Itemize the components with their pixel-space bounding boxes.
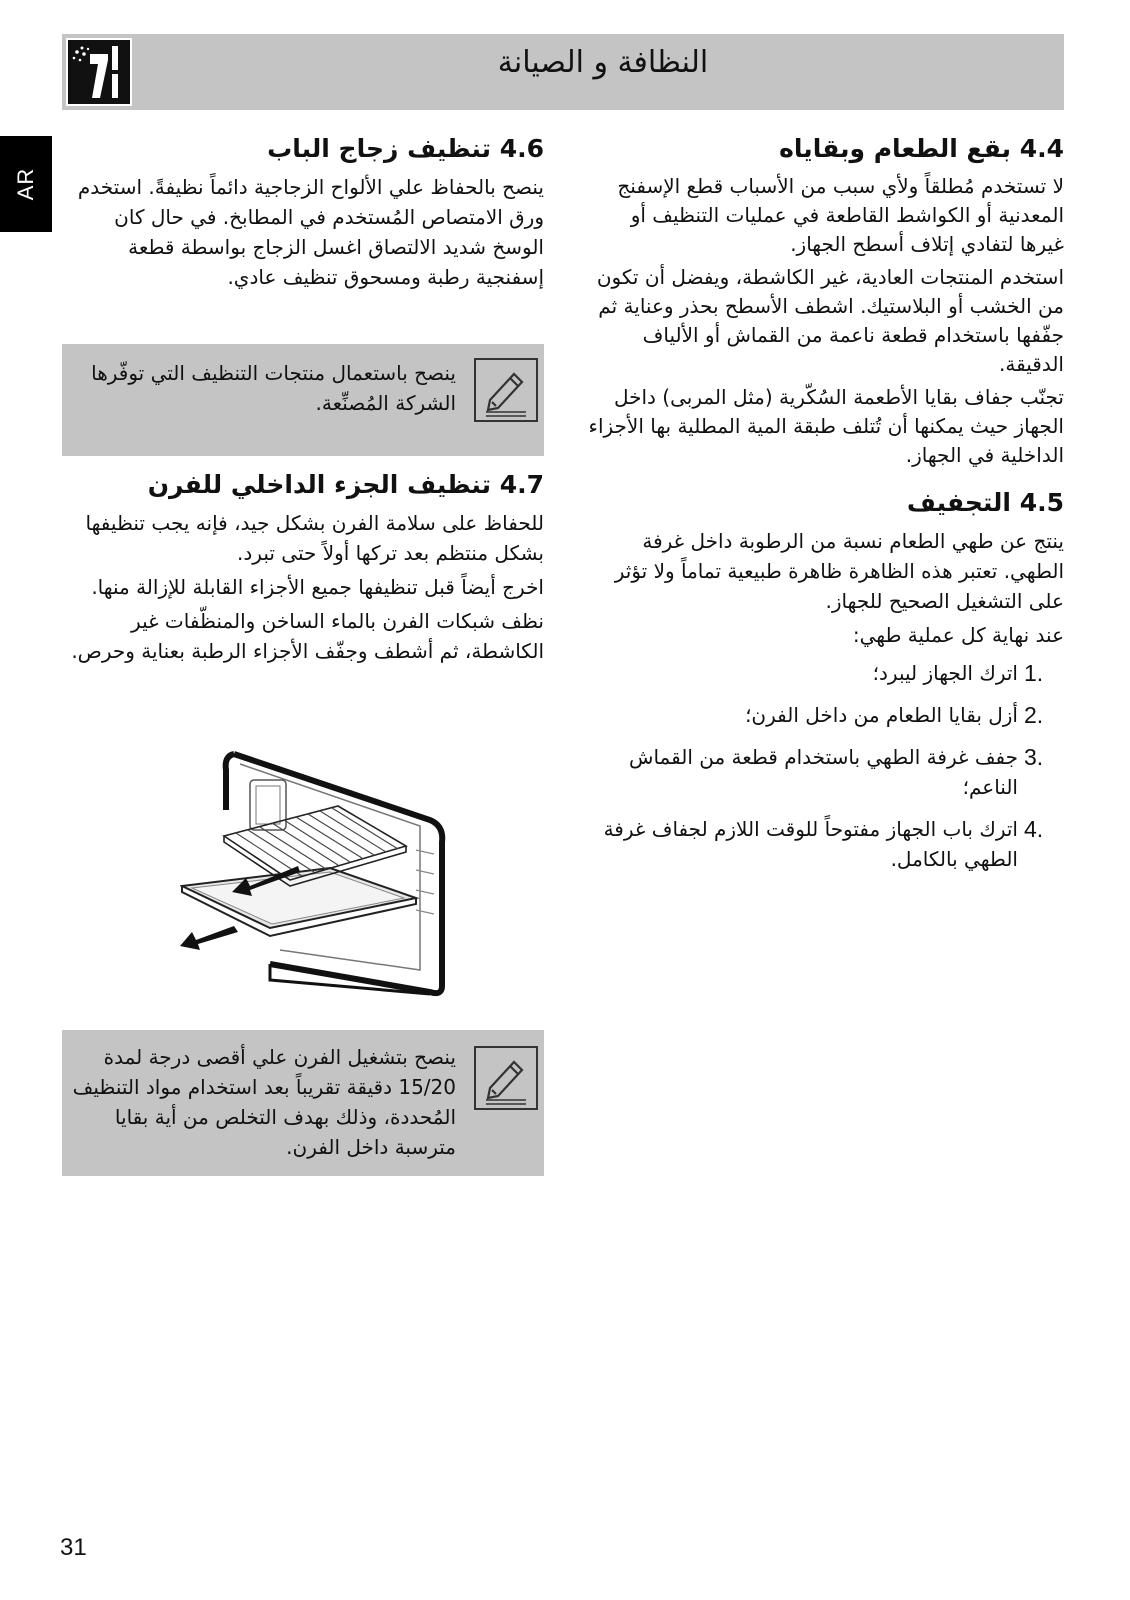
section-4-5-title: 4.5 التجفيف bbox=[906, 488, 1064, 517]
cleaning-tools-icon bbox=[66, 38, 132, 106]
oven-rack-removal-illustration bbox=[180, 750, 460, 1000]
right-column bbox=[588, 132, 1064, 886]
page-title: النظافة و الصيانة bbox=[497, 45, 709, 80]
section-4-7-title: 4.7 تنظيف الجزء الداخلي للفرن bbox=[147, 470, 544, 499]
section-4-6-title: 4.6 تنظيف زجاج الباب bbox=[267, 134, 544, 163]
section-4-7-paragraph-3: نظف شبكات الفرن بالماء الساخن والمنظّفات غير الكاشطة، ثم أشطف وجفّف الأجزاء الرطبة بعناية وحرص. bbox=[71, 609, 544, 663]
note-box-2 bbox=[62, 1030, 544, 1176]
section-4-6-paragraph-1: ينصح بالحفاظ علي الألواح الزجاجية دائماً نظيفةً. استخدم ورق الامتصاص المُستخدم في المطابخ. في حال كان الوسخ شديد الالتصاق اغسل الزجاج بواسطة قطعة إسفنجية رطبة ومسحوق تنظيف عادي. bbox=[77, 175, 544, 289]
page-header bbox=[62, 34, 1064, 110]
section-4-4-paragraph-1: لا تستخدم مُطلقاً ولأي سبب من الأسباب قطع الإسفنج المعدنية أو الكواشط القاطعة في عمليات التنظيف أو غيرها لتفادي إتلاف أسطح الجهاز. bbox=[617, 174, 1064, 256]
note-pencil-icon bbox=[474, 358, 538, 422]
section-4-7-paragraph-1: للحفاظ على سلامة الفرن بشكل جيد، فإنه يجب تنظيفها بشكل منتظم بعد تركها أولاً حتى تبرد. bbox=[85, 511, 544, 565]
section-4-7 bbox=[62, 468, 544, 670]
list-item: 1. اترك الجهاز ليبرد؛ bbox=[872, 660, 1044, 686]
section-4-4-title: 4.4 بقع الطعام وبقاياه bbox=[779, 134, 1064, 163]
note-box-1 bbox=[62, 344, 544, 456]
list-item: 3. جفف غرفة الطهي باستخدام قطعة من القماش الناعم؛ bbox=[629, 744, 1044, 799]
section-4-4-paragraph-3: تجنّب جفاف بقايا الأطعمة السُكّرية (مثل المربى) داخل الجهاز حيث يمكنها أن تُتلف طبقة المية المطلية بها الأجزاء الداخلية في الجهاز. bbox=[588, 385, 1064, 467]
left-column bbox=[62, 132, 544, 296]
note-2-text: ينصح بتشغيل الفرن علي أقصى درجة لمدة 15/20 دقيقة تقريباً بعد استخدام مواد التنظيف المُحددة، وذلك بهدف التخلص من أية بقايا مترسبة داخل الفرن. bbox=[72, 1045, 456, 1159]
page-number: 31 bbox=[60, 1534, 87, 1561]
note-1-text: ينصح باستعمال منتجات التنظيف التي توفّرها الشركة المُصنِّعة. bbox=[91, 361, 456, 415]
list-item: 2. أزل بقايا الطعام من داخل الفرن؛ bbox=[745, 702, 1044, 728]
language-tab bbox=[0, 136, 52, 232]
section-4-5-paragraph-1: ينتج عن طهي الطعام نسبة من الرطوبة داخل غرفة الطهي. تعتبر هذه الظاهرة ظاهرة طبيعية تماماً ولا تؤثر على التشغيل الصحيح للجهاز. bbox=[614, 529, 1064, 613]
section-4-5-paragraph-2: عند نهاية كل عملية طهي: bbox=[852, 623, 1064, 647]
drying-steps-list bbox=[588, 658, 1064, 874]
section-4-4-paragraph-2: استخدم المنتجات العادية، غير الكاشطة، ويفضل أن تكون من الخشب أو البلاستيك. اشطف الأسطح بحذر وعناية ثم جفّفها باستخدام قطعة ناعمة من القماش أو الألياف الدقيقة. bbox=[596, 265, 1064, 376]
note-pencil-icon bbox=[474, 1046, 538, 1110]
section-4-7-paragraph-2: اخرج أيضاً قبل تنظيفها جميع الأجزاء القابلة للإزالة منها. bbox=[91, 575, 544, 599]
language-code: AR bbox=[13, 167, 38, 201]
list-item: 4. اترك باب الجهاز مفتوحاً للوقت اللازم لجفاف غرفة الطهي بالكامل. bbox=[603, 816, 1044, 871]
